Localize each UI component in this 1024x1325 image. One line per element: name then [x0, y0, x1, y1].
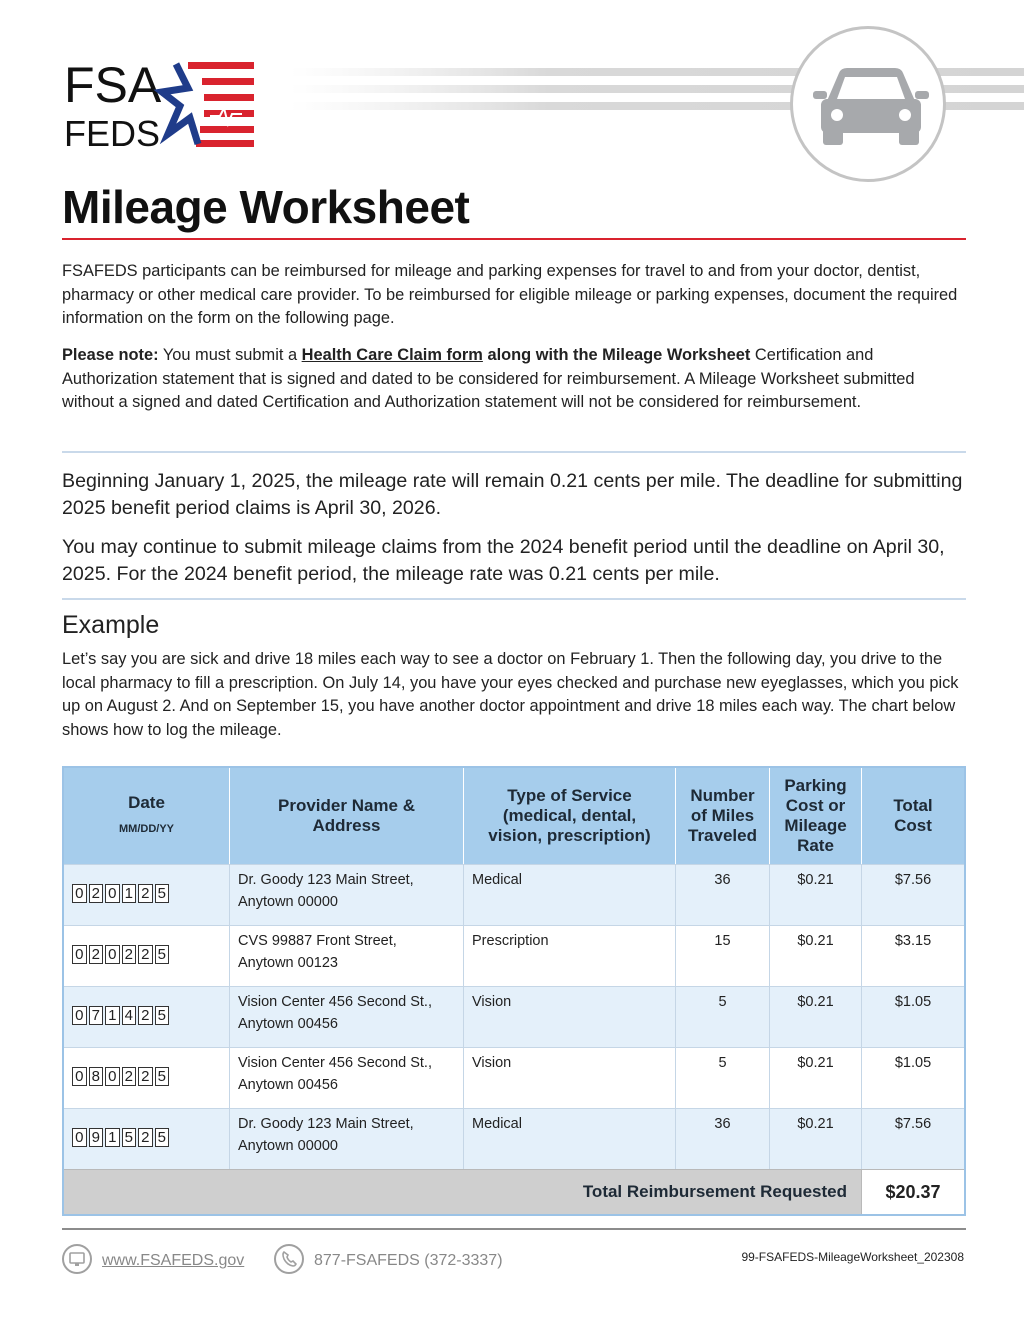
footer-divider: [62, 1228, 966, 1230]
date-digit: 5: [155, 1128, 170, 1147]
date-digit: 4: [122, 1006, 137, 1025]
website-link[interactable]: www.FSAFEDS.gov: [102, 1252, 245, 1269]
miles-cell: 5: [676, 1048, 770, 1108]
date-digit: 2: [138, 1006, 153, 1025]
date-digit: 0: [72, 945, 87, 964]
date-cell: [64, 865, 230, 925]
date-digit: 0: [105, 884, 120, 903]
header-date-format: MM/DD/YY: [119, 823, 174, 835]
mileage-table: [62, 766, 966, 1216]
provider-line2: Anytown 00000: [238, 1138, 338, 1154]
fsafeds-logo: [64, 58, 256, 150]
note-bold-mid: along with the Mileage Worksheet: [487, 346, 751, 364]
provider-line2: Anytown 00123: [238, 955, 338, 971]
date-digit: 7: [89, 1006, 104, 1025]
provider-line2: Anytown 00456: [238, 1016, 338, 1032]
date-digit: 5: [155, 884, 170, 903]
miles-cell: 36: [676, 1109, 770, 1169]
date-digit-boxes: [72, 945, 171, 964]
intro-paragraph: FSAFEDS participants can be reimbursed for mileage and parking expenses for travel to and from your doctor, dentist, pharmacy or other medical care provider. To be reimbursed for eligible mileage or parking expenses, document the required information on the form on the following page.: [62, 262, 958, 327]
note-label: Please note:: [62, 346, 159, 364]
section-divider: [62, 451, 966, 453]
total-cost-cell: $3.15: [894, 933, 932, 949]
date-cell: [64, 987, 230, 1047]
date-digit: 2: [138, 1067, 153, 1086]
title-divider: [62, 238, 966, 240]
monitor-icon: [62, 1244, 92, 1274]
total-cost-cell: $7.56: [894, 1116, 932, 1132]
car-icon: [813, 65, 929, 145]
date-digit: 9: [89, 1128, 104, 1147]
logo-line1: FSA: [64, 58, 162, 113]
total-cost-cell: $1.05: [894, 994, 932, 1010]
provider-line1: Dr. Goody 123 Main Street,: [238, 1116, 414, 1132]
rate-cell: $0.21: [770, 1048, 862, 1108]
logo-star: [162, 64, 198, 144]
provider-cell: [230, 1048, 464, 1108]
miles-cell: 15: [676, 926, 770, 986]
provider-line1: Vision Center 456 Second St.,: [238, 994, 432, 1010]
service-cell: Vision: [464, 987, 676, 1047]
service-cell: Prescription: [464, 926, 676, 986]
page-title: Mileage Worksheet: [62, 181, 470, 233]
total-cost-cell: $1.05: [894, 1055, 932, 1071]
service-cell: Medical: [464, 1109, 676, 1169]
provider-line1: Dr. Goody 123 Main Street,: [238, 872, 414, 888]
rate-paragraph-2025: Beginning January 1, 2025, the mileage rate will remain 0.21 cents per mile. The deadline for submitting 2025 benefit period claims is April 30, 2026.: [62, 470, 963, 519]
total-cost-cell: $7.56: [894, 872, 932, 888]
header-date: Date MM/DD/YY: [64, 768, 230, 864]
service-cell: Vision: [464, 1048, 676, 1108]
header-rate: Parking Cost or Mileage Rate: [770, 768, 862, 864]
provider-cell: [230, 865, 464, 925]
service-cell: Medical: [464, 865, 676, 925]
provider-line1: CVS 99887 Front Street,: [238, 933, 397, 949]
provider-cell: [230, 987, 464, 1047]
date-digit: 2: [122, 945, 137, 964]
date-digit: 5: [155, 1067, 170, 1086]
phone-number[interactable]: 877-FSAFEDS (372-3337): [314, 1252, 503, 1269]
header-service: Type of Service (medical, dental, vision, prescription): [464, 768, 676, 864]
miles-cell: 5: [676, 987, 770, 1047]
car-badge: [790, 26, 946, 182]
date-digit: 0: [105, 945, 120, 964]
date-cell: [64, 926, 230, 986]
date-digit: 2: [122, 1067, 137, 1086]
table-row: [64, 1108, 964, 1169]
date-digit: 1: [105, 1128, 120, 1147]
date-digit: 5: [155, 945, 170, 964]
header-miles: Number of Miles Traveled: [676, 768, 770, 864]
date-digit-boxes: [72, 1067, 171, 1086]
date-digit: 0: [105, 1067, 120, 1086]
date-digit: 8: [89, 1067, 104, 1086]
table-row: [64, 925, 964, 986]
miles-cell: 36: [676, 865, 770, 925]
table-header: [64, 768, 964, 864]
health-care-claim-form-link[interactable]: Health Care Claim form: [301, 346, 483, 364]
header-provider: Provider Name & Address: [230, 768, 464, 864]
date-digit: 0: [72, 1006, 87, 1025]
provider-line1: Vision Center 456 Second St.,: [238, 1055, 432, 1071]
date-digit: 1: [105, 1006, 120, 1025]
note-pre: You must submit a: [162, 346, 298, 364]
date-digit: 2: [89, 945, 104, 964]
date-digit: 5: [122, 1128, 137, 1147]
date-digit-boxes: [72, 884, 171, 903]
provider-line2: Anytown 00000: [238, 894, 338, 910]
rate-cell: $0.21: [770, 865, 862, 925]
date-digit: 1: [122, 884, 137, 903]
rate-cell: $0.21: [770, 1109, 862, 1169]
table-row: [64, 864, 964, 925]
date-cell: [64, 1048, 230, 1108]
section-divider: [62, 598, 966, 600]
logo-line2: FEDS: [64, 113, 161, 150]
date-digit: 2: [138, 1128, 153, 1147]
date-digit: 2: [138, 945, 153, 964]
table-row: [64, 1047, 964, 1108]
table-row: [64, 986, 964, 1047]
example-heading: Example: [62, 611, 160, 639]
rate-paragraph-2024: You may continue to submit mileage claims from the 2024 benefit period until the deadline on April 30, 2025. For the 2024 benefit period, the mileage rate was 0.21 cents per mile.: [62, 536, 945, 585]
date-digit: 0: [72, 884, 87, 903]
date-digit-boxes: [72, 1128, 171, 1147]
total-value: $20.37: [862, 1170, 964, 1214]
rate-cell: $0.21: [770, 987, 862, 1047]
note-paragraph: [62, 344, 966, 415]
provider-line2: Anytown 00456: [238, 1077, 338, 1093]
rate-cell: $0.21: [770, 926, 862, 986]
date-digit: 0: [72, 1128, 87, 1147]
date-digit: 0: [72, 1067, 87, 1086]
note-post: Certification and Authorization statement that is signed and dated to be considered for reimbursement. A Mileage Worksheet submitted without a signed and dated Certification and Authorization statement will not be considered for reimbursement.: [62, 346, 915, 411]
provider-cell: [230, 1109, 464, 1169]
date-cell: [64, 1109, 230, 1169]
date-digit-boxes: [72, 1006, 171, 1025]
total-label: Total Reimbursement Requested: [64, 1170, 862, 1214]
phone-icon: [274, 1244, 304, 1274]
total-row: [64, 1169, 964, 1214]
document-code: 99-FSAFEDS-MileageWorksheet_202308: [741, 1250, 964, 1264]
date-digit: 2: [138, 884, 153, 903]
header-total: Total Cost: [893, 796, 933, 835]
date-digit: 5: [155, 1006, 170, 1025]
provider-cell: [230, 926, 464, 986]
example-paragraph: Let’s say you are sick and drive 18 miles each way to see a doctor on February 1. Then the following day, you drive to the local pharmacy to fill a prescription. On July 14, you have your eyes checked and purchase new eyeglasses, which you pick up on August 2. And on September 15, you have another doctor appointment and drive 18 miles each way. The chart below shows how to log the mileage.: [62, 650, 959, 739]
date-digit: 2: [89, 884, 104, 903]
